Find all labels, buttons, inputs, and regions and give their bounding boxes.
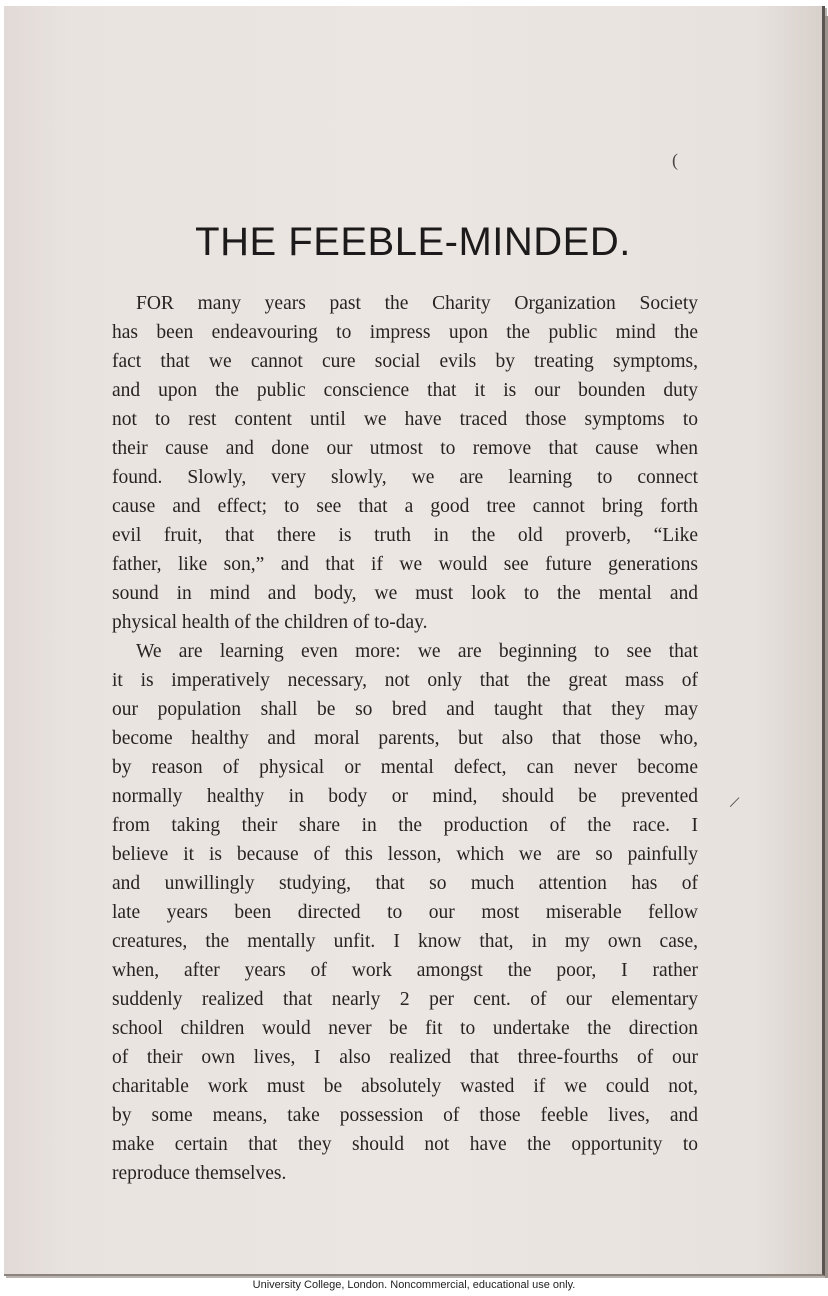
text-line: become healthy and moral parents, but also that those who,: [112, 728, 698, 749]
text-line: creatures, the mentally unfit. I know that, in my own case,: [112, 931, 698, 952]
text-line: and unwillingly studying, that so much attention has of: [112, 873, 698, 894]
text-line: sound in mind and body, we must look to the mental and: [112, 583, 698, 604]
text-line: fact that we cannot cure social evils by treating symptoms,: [112, 351, 698, 372]
text-line: found. Slowly, very slowly, we are learning to connect: [112, 467, 698, 488]
text-line: charitable work must be absolutely wasted if we could not,: [112, 1076, 698, 1097]
text-line: by reason of physical or mental defect, can never become: [112, 757, 698, 778]
paragraph: [112, 637, 698, 1188]
document-page: [4, 6, 825, 1276]
text-line: evil fruit, that there is truth in the old proverb, “Like: [112, 525, 698, 546]
text-line: by some means, take possession of those feeble lives, and: [112, 1105, 698, 1126]
copyright-caption: University College, London. Noncommercial, educational use only.: [252, 1279, 576, 1291]
text-line: it is imperatively necessary, not only that the great mass of: [112, 670, 698, 691]
text-line: our population shall be so bred and taught that they may: [112, 699, 698, 720]
text-line: from taking their share in the production of the race. I: [112, 815, 698, 836]
body-text: [112, 289, 698, 1188]
text-line: their cause and done our utmost to remove that cause when: [112, 438, 698, 459]
text-line: late years been directed to our most miserable fellow: [112, 902, 698, 923]
text-line: not to rest content until we have traced those symptoms to: [112, 409, 698, 430]
paragraph: [112, 289, 698, 637]
page-title: THE FEEBLE-MINDED.: [195, 220, 631, 264]
text-line: when, after years of work amongst the poor, I rather: [112, 960, 698, 981]
pencil-mark: (: [672, 150, 678, 170]
text-line: school children would never be fit to undertake the direction: [112, 1018, 698, 1039]
text-line: make certain that they should not have the opportunity to: [112, 1134, 698, 1155]
text-line: father, like son,” and that if we would see future generations: [112, 554, 698, 575]
pencil-mark: /: [728, 791, 742, 813]
text-line: believe it is because of this lesson, which we are so painfully: [112, 844, 698, 865]
text-line: has been endeavouring to impress upon the public mind the: [112, 322, 698, 343]
text-line: physical health of the children of to-day.: [112, 612, 428, 633]
text-line: and upon the public conscience that it is our bounden duty: [112, 380, 698, 401]
text-line: We are learning even more: we are beginning to see that: [136, 641, 698, 662]
text-line: of their own lives, I also realized that three-fourths of our: [112, 1047, 698, 1068]
text-line: normally healthy in body or mind, should be prevented: [112, 786, 698, 807]
text-line: reproduce themselves.: [112, 1163, 287, 1184]
text-line: cause and effect; to see that a good tree cannot bring forth: [112, 496, 698, 517]
text-line: suddenly realized that nearly 2 per cent. of our elementary: [112, 989, 698, 1010]
text-line: FOR many years past the Charity Organization Society: [136, 293, 698, 314]
